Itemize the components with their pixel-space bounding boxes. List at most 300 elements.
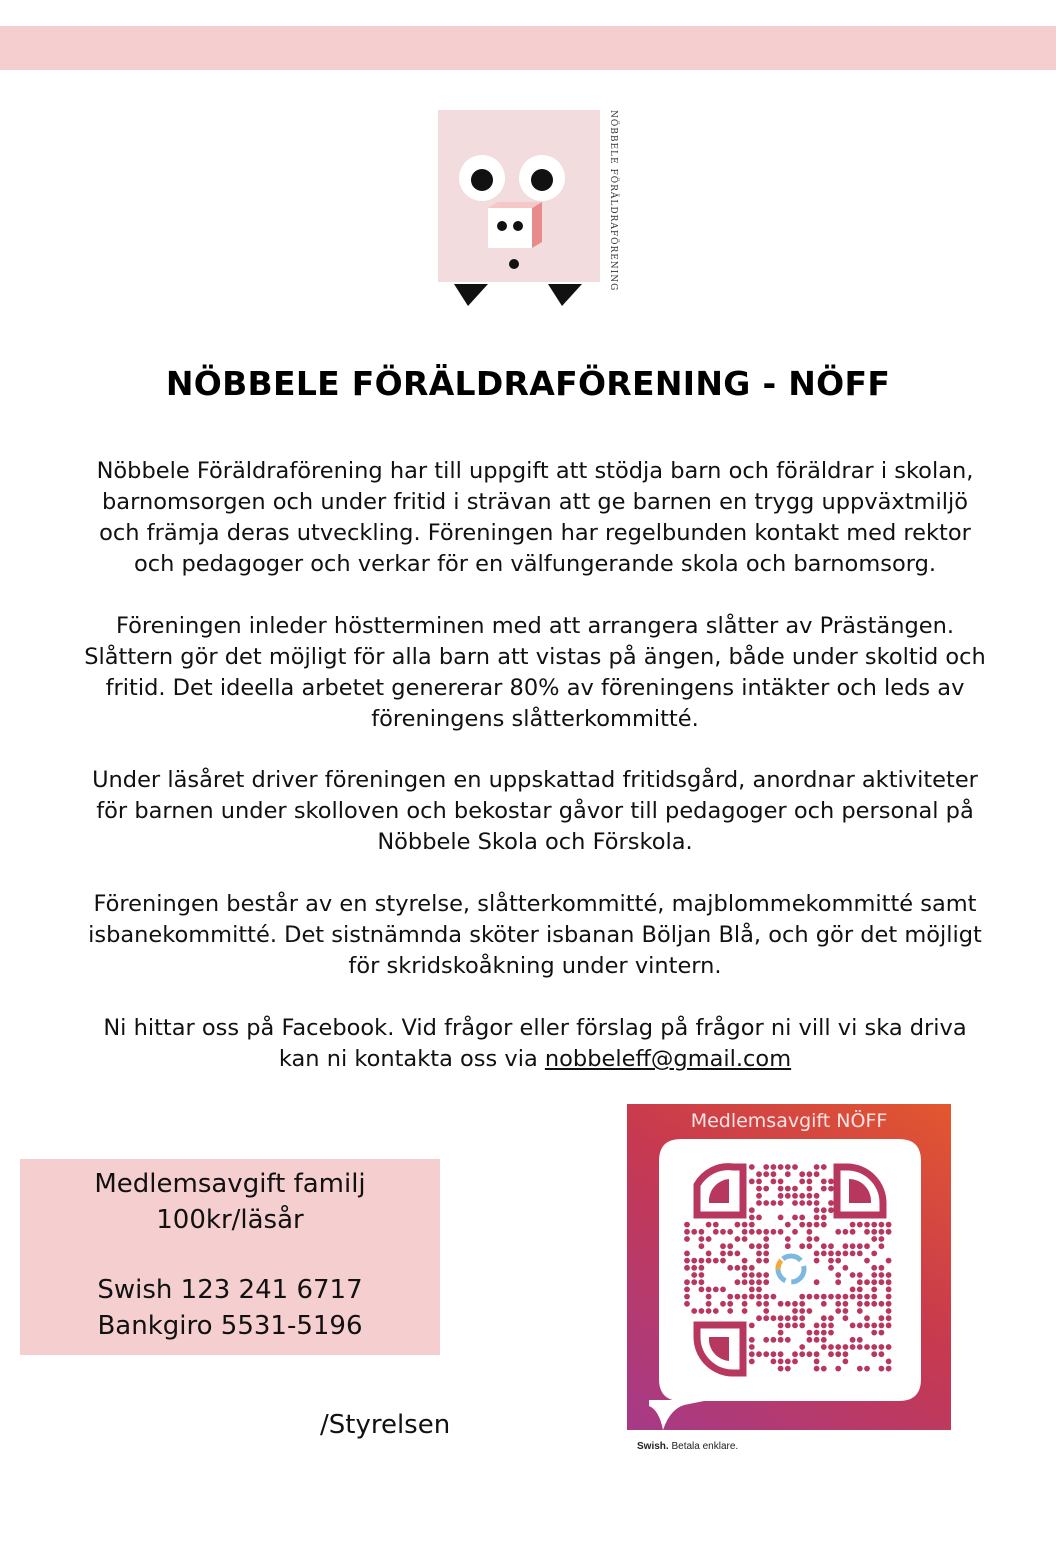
qr-dot xyxy=(749,1359,755,1365)
qr-dot xyxy=(807,1222,813,1228)
qr-dot xyxy=(727,1308,733,1314)
qr-dot xyxy=(814,1215,820,1221)
qr-dot xyxy=(778,1200,784,1206)
qr-dot xyxy=(771,1171,777,1177)
qr-dot xyxy=(799,1344,805,1350)
qr-dot xyxy=(857,1337,863,1343)
qr-dot xyxy=(742,1279,748,1285)
pig-nostril-left xyxy=(497,221,507,231)
qr-dot xyxy=(763,1315,769,1321)
qr-dot xyxy=(886,1359,892,1365)
qr-dot xyxy=(799,1222,805,1228)
qr-dot xyxy=(814,1258,820,1264)
qr-dot xyxy=(886,1366,892,1372)
qr-dot xyxy=(684,1294,690,1300)
qr-dot xyxy=(879,1279,885,1285)
qr-dot xyxy=(699,1243,705,1249)
qr-dot xyxy=(756,1186,762,1192)
qr-dot xyxy=(699,1229,705,1235)
qr-dot xyxy=(763,1236,769,1242)
qr-dot xyxy=(699,1279,705,1285)
qr-dot xyxy=(749,1351,755,1357)
qr-dot xyxy=(799,1301,805,1307)
qr-dot xyxy=(828,1351,834,1357)
qr-dot xyxy=(864,1229,870,1235)
qr-dot xyxy=(720,1258,726,1264)
qr-dot xyxy=(843,1243,849,1249)
qr-dot xyxy=(756,1229,762,1235)
qr-dot xyxy=(871,1265,877,1271)
qr-dot xyxy=(807,1186,813,1192)
qr-dot xyxy=(879,1330,885,1336)
qr-dot xyxy=(850,1344,856,1350)
qr-dot xyxy=(799,1315,805,1321)
qr-dot xyxy=(828,1251,834,1257)
qr-dot xyxy=(821,1294,827,1300)
qr-dot xyxy=(864,1279,870,1285)
qr-dot xyxy=(785,1236,791,1242)
qr-dot xyxy=(763,1351,769,1357)
qr-dot xyxy=(749,1215,755,1221)
qr-dot xyxy=(792,1315,798,1321)
qr-dot xyxy=(749,1294,755,1300)
qr-dot xyxy=(886,1315,892,1321)
qr-dot xyxy=(713,1222,719,1228)
qr-dot xyxy=(828,1330,834,1336)
qr-dot xyxy=(879,1272,885,1278)
qr-dot xyxy=(706,1287,712,1293)
qr-dot xyxy=(814,1294,820,1300)
qr-dot xyxy=(785,1359,791,1365)
qr-dot xyxy=(756,1243,762,1249)
qr-dot xyxy=(850,1251,856,1257)
qr-dot xyxy=(828,1323,834,1329)
email-link[interactable]: nobbeleff@gmail.com xyxy=(544,1046,792,1072)
qr-dot xyxy=(742,1301,748,1307)
pig-face xyxy=(438,110,600,282)
qr-dot xyxy=(879,1229,885,1235)
qr-dot xyxy=(821,1207,827,1213)
qr-dot xyxy=(778,1337,784,1343)
qr-dot xyxy=(706,1301,712,1307)
qr-dot xyxy=(814,1279,820,1285)
qr-dot xyxy=(807,1171,813,1177)
qr-dot xyxy=(886,1222,892,1228)
qr-dot xyxy=(699,1272,705,1278)
qr-dot xyxy=(857,1344,863,1350)
qr-dot xyxy=(785,1315,791,1321)
qr-dot xyxy=(879,1315,885,1321)
qr-dot xyxy=(814,1171,820,1177)
qr-dot xyxy=(835,1294,841,1300)
qr-dot xyxy=(749,1243,755,1249)
qr-dot xyxy=(843,1265,849,1271)
qr-dot xyxy=(799,1243,805,1249)
qr-dot xyxy=(684,1301,690,1307)
qr-dot xyxy=(835,1351,841,1357)
qr-dot xyxy=(843,1344,849,1350)
qr-dot xyxy=(727,1301,733,1307)
qr-dot xyxy=(821,1222,827,1228)
qr-dot xyxy=(778,1229,784,1235)
qr-dot xyxy=(763,1308,769,1314)
paragraph-activities: Under läsåret driver föreningen en uppskattad fritidsgård, anordnar aktiviteter för barnen under skolloven och bekostar gåvor till pedagoger och personal på Nöbbele Skola och Förskola. xyxy=(92,767,978,855)
qr-dot xyxy=(749,1287,755,1293)
qr-dot xyxy=(814,1207,820,1213)
qr-dot xyxy=(843,1308,849,1314)
qr-dot xyxy=(763,1186,769,1192)
qr-dot xyxy=(857,1301,863,1307)
qr-dot xyxy=(843,1351,849,1357)
qr-dot xyxy=(828,1243,834,1249)
qr-dot xyxy=(821,1323,827,1329)
qr-dot xyxy=(771,1351,777,1357)
qr-dot xyxy=(857,1287,863,1293)
qr-dot xyxy=(763,1337,769,1343)
qr-dot xyxy=(835,1301,841,1307)
qr-dot xyxy=(843,1301,849,1307)
qr-dot xyxy=(871,1272,877,1278)
qr-dot xyxy=(886,1323,892,1329)
qr-dot xyxy=(799,1215,805,1221)
qr-dot xyxy=(706,1294,712,1300)
qr-dot xyxy=(814,1359,820,1365)
qr-dot xyxy=(814,1351,820,1357)
signature: /Styrelsen xyxy=(320,1410,451,1440)
qr-dot xyxy=(821,1315,827,1321)
qr-dot xyxy=(799,1171,805,1177)
qr-dot xyxy=(785,1193,791,1199)
qr-dot xyxy=(735,1294,741,1300)
qr-dot xyxy=(691,1229,697,1235)
qr-dot xyxy=(792,1164,798,1170)
qr-dot xyxy=(835,1251,841,1257)
qr-dot xyxy=(749,1229,755,1235)
qr-dot xyxy=(807,1308,813,1314)
qr-dot xyxy=(864,1323,870,1329)
pig-nostril-right xyxy=(513,221,523,231)
qr-dot xyxy=(778,1323,784,1329)
qr-dot xyxy=(850,1243,856,1249)
qr-dot xyxy=(871,1344,877,1350)
qr-dot xyxy=(749,1344,755,1350)
qr-dot xyxy=(886,1344,892,1350)
qr-dot xyxy=(828,1294,834,1300)
qr-dot xyxy=(684,1279,690,1285)
fee-line-title: Medlemsavgift familj xyxy=(94,1169,366,1199)
qr-dot xyxy=(864,1243,870,1249)
qr-dot xyxy=(778,1366,784,1372)
qr-dot xyxy=(835,1279,841,1285)
qr-dot xyxy=(785,1366,791,1372)
qr-dot xyxy=(778,1193,784,1199)
qr-dot xyxy=(886,1279,892,1285)
qr-dot xyxy=(799,1200,805,1206)
qr-dot xyxy=(706,1251,712,1257)
qr-dot xyxy=(879,1351,885,1357)
qr-dot xyxy=(756,1193,762,1199)
top-color-band xyxy=(0,26,1056,70)
qr-dot xyxy=(857,1294,863,1300)
qr-dot xyxy=(886,1229,892,1235)
qr-dot xyxy=(785,1323,791,1329)
qr-dot xyxy=(871,1287,877,1293)
qr-dot xyxy=(850,1222,856,1228)
qr-dot xyxy=(785,1186,791,1192)
pig-foot-left xyxy=(454,284,488,306)
qr-dot xyxy=(850,1272,856,1278)
qr-dot xyxy=(821,1344,827,1350)
qr-dot xyxy=(763,1294,769,1300)
qr-dot xyxy=(699,1287,705,1293)
pig-foot-right xyxy=(548,284,582,306)
qr-dot xyxy=(756,1200,762,1206)
qr-dot xyxy=(713,1229,719,1235)
qr-dot xyxy=(807,1351,813,1357)
qr-dot xyxy=(807,1229,813,1235)
qr-dot xyxy=(871,1351,877,1357)
qr-dot xyxy=(850,1337,856,1343)
qr-dot xyxy=(756,1272,762,1278)
qr-dot xyxy=(771,1294,777,1300)
qr-dot xyxy=(771,1200,777,1206)
qr-dot xyxy=(886,1287,892,1293)
qr-dot xyxy=(814,1337,820,1343)
qr-dot xyxy=(879,1222,885,1228)
qr-dot xyxy=(742,1308,748,1314)
qr-dot xyxy=(814,1251,820,1257)
qr-dot xyxy=(814,1366,820,1372)
pig-eye-left-pupil xyxy=(471,169,493,191)
pig-eye-right-pupil xyxy=(531,169,553,191)
qr-dot xyxy=(749,1323,755,1329)
qr-dot xyxy=(684,1265,690,1271)
qr-dot xyxy=(799,1294,805,1300)
qr-dot xyxy=(792,1359,798,1365)
qr-dot xyxy=(828,1179,834,1185)
qr-dot xyxy=(857,1366,863,1372)
qr-dot xyxy=(850,1287,856,1293)
qr-dot xyxy=(691,1279,697,1285)
qr-dot xyxy=(742,1265,748,1271)
qr-dot xyxy=(857,1243,863,1249)
qr-dot xyxy=(821,1164,827,1170)
qr-dot xyxy=(886,1272,892,1278)
pig-snout-side xyxy=(532,202,542,248)
qr-dot xyxy=(749,1279,755,1285)
qr-dot xyxy=(684,1222,690,1228)
qr-dot xyxy=(691,1258,697,1264)
qr-dot xyxy=(771,1164,777,1170)
qr-dot xyxy=(778,1215,784,1221)
qr-dot xyxy=(807,1236,813,1242)
qr-dot xyxy=(835,1366,841,1372)
qr-dot xyxy=(727,1243,733,1249)
qr-dot xyxy=(727,1229,733,1235)
qr-dot xyxy=(684,1258,690,1264)
qr-dot xyxy=(756,1251,762,1257)
qr-dot xyxy=(821,1179,827,1185)
qr-dot xyxy=(742,1222,748,1228)
qr-dot xyxy=(792,1200,798,1206)
qr-dot xyxy=(699,1258,705,1264)
qr-dot xyxy=(799,1323,805,1329)
qr-dot xyxy=(713,1308,719,1314)
qr-dot xyxy=(713,1287,719,1293)
qr-dot xyxy=(778,1330,784,1336)
qr-dot xyxy=(821,1251,827,1257)
qr-dot xyxy=(778,1315,784,1321)
qr-dot xyxy=(756,1258,762,1264)
qr-dot xyxy=(763,1164,769,1170)
qr-dot xyxy=(756,1301,762,1307)
qr-dot xyxy=(742,1294,748,1300)
swish-slogan: Betala enklare. xyxy=(671,1441,739,1452)
qr-dot xyxy=(699,1236,705,1242)
logo-vertical-text: NÖBBELE FÖRÄLDRAFÖRENING xyxy=(608,110,618,292)
swish-brand: Swish. xyxy=(637,1441,669,1452)
qr-dot xyxy=(763,1301,769,1307)
qr-dot xyxy=(727,1251,733,1257)
qr-dot xyxy=(828,1207,834,1213)
qr-dot xyxy=(807,1200,813,1206)
qr-dot xyxy=(814,1330,820,1336)
paragraph-contact: Ni hittar oss på Facebook. Vid frågor eller förslag på frågor ni vill vi ska driva kan ni kontakta oss via nobbeleff@gmail.com xyxy=(103,1015,967,1072)
qr-dot xyxy=(785,1222,791,1228)
qr-dot xyxy=(706,1222,712,1228)
qr-dot xyxy=(727,1294,733,1300)
swish-number: Swish 123 241 6717 xyxy=(97,1275,363,1305)
qr-dot xyxy=(814,1222,820,1228)
qr-dot xyxy=(835,1308,841,1314)
qr-dot xyxy=(742,1272,748,1278)
qr-dot xyxy=(771,1337,777,1343)
qr-dot xyxy=(699,1265,705,1271)
qr-dot xyxy=(814,1200,820,1206)
qr-dot xyxy=(871,1251,877,1257)
qr-dot xyxy=(871,1294,877,1300)
qr-dot xyxy=(799,1193,805,1199)
qr-dot xyxy=(828,1265,834,1271)
qr-dot xyxy=(807,1337,813,1343)
qr-dot xyxy=(684,1236,690,1242)
qr-dot xyxy=(763,1243,769,1249)
pig-mouth xyxy=(509,259,519,269)
qr-dot xyxy=(720,1301,726,1307)
qr-dot xyxy=(735,1265,741,1271)
qr-dot xyxy=(691,1308,697,1314)
qr-dot xyxy=(828,1258,834,1264)
qr-dot xyxy=(835,1229,841,1235)
qr-dot xyxy=(843,1315,849,1321)
qr-dot xyxy=(699,1308,705,1314)
qr-dot xyxy=(857,1323,863,1329)
qr-dot xyxy=(720,1243,726,1249)
qr-code[interactable] xyxy=(659,1139,921,1401)
qr-dot xyxy=(871,1301,877,1307)
qr-dot xyxy=(691,1265,697,1271)
qr-dot xyxy=(735,1222,741,1228)
qr-dot xyxy=(778,1179,784,1185)
paragraph-purpose: Nöbbele Föräldraförening har till uppgift att stödja barn och föräldrar i skolan, barnomsorgen och under fritid i strävan att ge barnen en trygg uppväxtmiljö och främja deras utveckling. Föreningen har regelbunden kontakt med rektor och pedagoger och verkar för en välfungerande skola och barnomsorg. xyxy=(96,458,974,577)
paragraph-slatter: Föreningen inleder höstterminen med att arrangera slåtter av Prästängen. Slåttern gör det möjligt för alla barn att vistas på ängen, både under skoltid och fritid. Det ideella arbetet genererar 80% av föreningens intäkter och leds av föreningens slåtterkommitté. xyxy=(84,613,986,732)
qr-dot xyxy=(871,1279,877,1285)
qr-dot xyxy=(763,1200,769,1206)
qr-dot xyxy=(879,1323,885,1329)
pig-logo xyxy=(436,108,616,308)
qr-dot xyxy=(879,1236,885,1242)
pig-snout xyxy=(488,208,532,248)
qr-dot xyxy=(821,1337,827,1343)
qr-dot xyxy=(864,1315,870,1321)
qr-dot xyxy=(792,1323,798,1329)
qr-dot xyxy=(821,1186,827,1192)
qr-dot xyxy=(871,1330,877,1336)
qr-dot xyxy=(799,1179,805,1185)
qr-dot xyxy=(843,1251,849,1257)
qr-dot xyxy=(821,1330,827,1336)
qr-dot xyxy=(864,1258,870,1264)
qr-dot xyxy=(756,1179,762,1185)
qr-dot xyxy=(785,1337,791,1343)
qr-dot xyxy=(807,1330,813,1336)
qr-dot xyxy=(785,1301,791,1307)
qr-dot xyxy=(835,1344,841,1350)
qr-dot xyxy=(864,1366,870,1372)
qr-dot xyxy=(749,1207,755,1213)
qr-dot xyxy=(814,1236,820,1242)
qr-dot xyxy=(785,1171,791,1177)
qr-dot xyxy=(857,1222,863,1228)
qr-dot xyxy=(807,1193,813,1199)
qr-dot xyxy=(756,1171,762,1177)
qr-dot xyxy=(857,1272,863,1278)
qr-dot xyxy=(706,1236,712,1242)
qr-dot xyxy=(828,1344,834,1350)
swish-brand-tag xyxy=(637,1441,738,1452)
qr-dot xyxy=(771,1359,777,1365)
qr-dot xyxy=(756,1279,762,1285)
qr-dot xyxy=(684,1229,690,1235)
qr-dot xyxy=(843,1359,849,1365)
qr-dot xyxy=(792,1193,798,1199)
membership-fee-box xyxy=(20,1159,440,1355)
qr-card-speech-tail xyxy=(649,1400,709,1430)
qr-dot xyxy=(763,1229,769,1235)
qr-dot xyxy=(886,1308,892,1314)
qr-dot xyxy=(735,1279,741,1285)
swish-qr-card xyxy=(627,1104,951,1430)
qr-dot xyxy=(843,1229,849,1235)
qr-dot xyxy=(763,1272,769,1278)
qr-dot xyxy=(850,1294,856,1300)
qr-dot xyxy=(727,1265,733,1271)
qr-dot xyxy=(850,1229,856,1235)
qr-dot xyxy=(814,1323,820,1329)
bankgiro-number: Bankgiro 5531-5196 xyxy=(97,1311,363,1341)
qr-dot xyxy=(792,1351,798,1357)
qr-dot xyxy=(821,1215,827,1221)
qr-dot xyxy=(713,1258,719,1264)
qr-dot xyxy=(886,1258,892,1264)
qr-dot xyxy=(879,1265,885,1271)
qr-dot xyxy=(835,1258,841,1264)
qr-dot xyxy=(871,1222,877,1228)
qr-dot xyxy=(807,1294,813,1300)
qr-dot xyxy=(857,1279,863,1285)
qr-dot xyxy=(799,1308,805,1314)
qr-dot xyxy=(843,1294,849,1300)
